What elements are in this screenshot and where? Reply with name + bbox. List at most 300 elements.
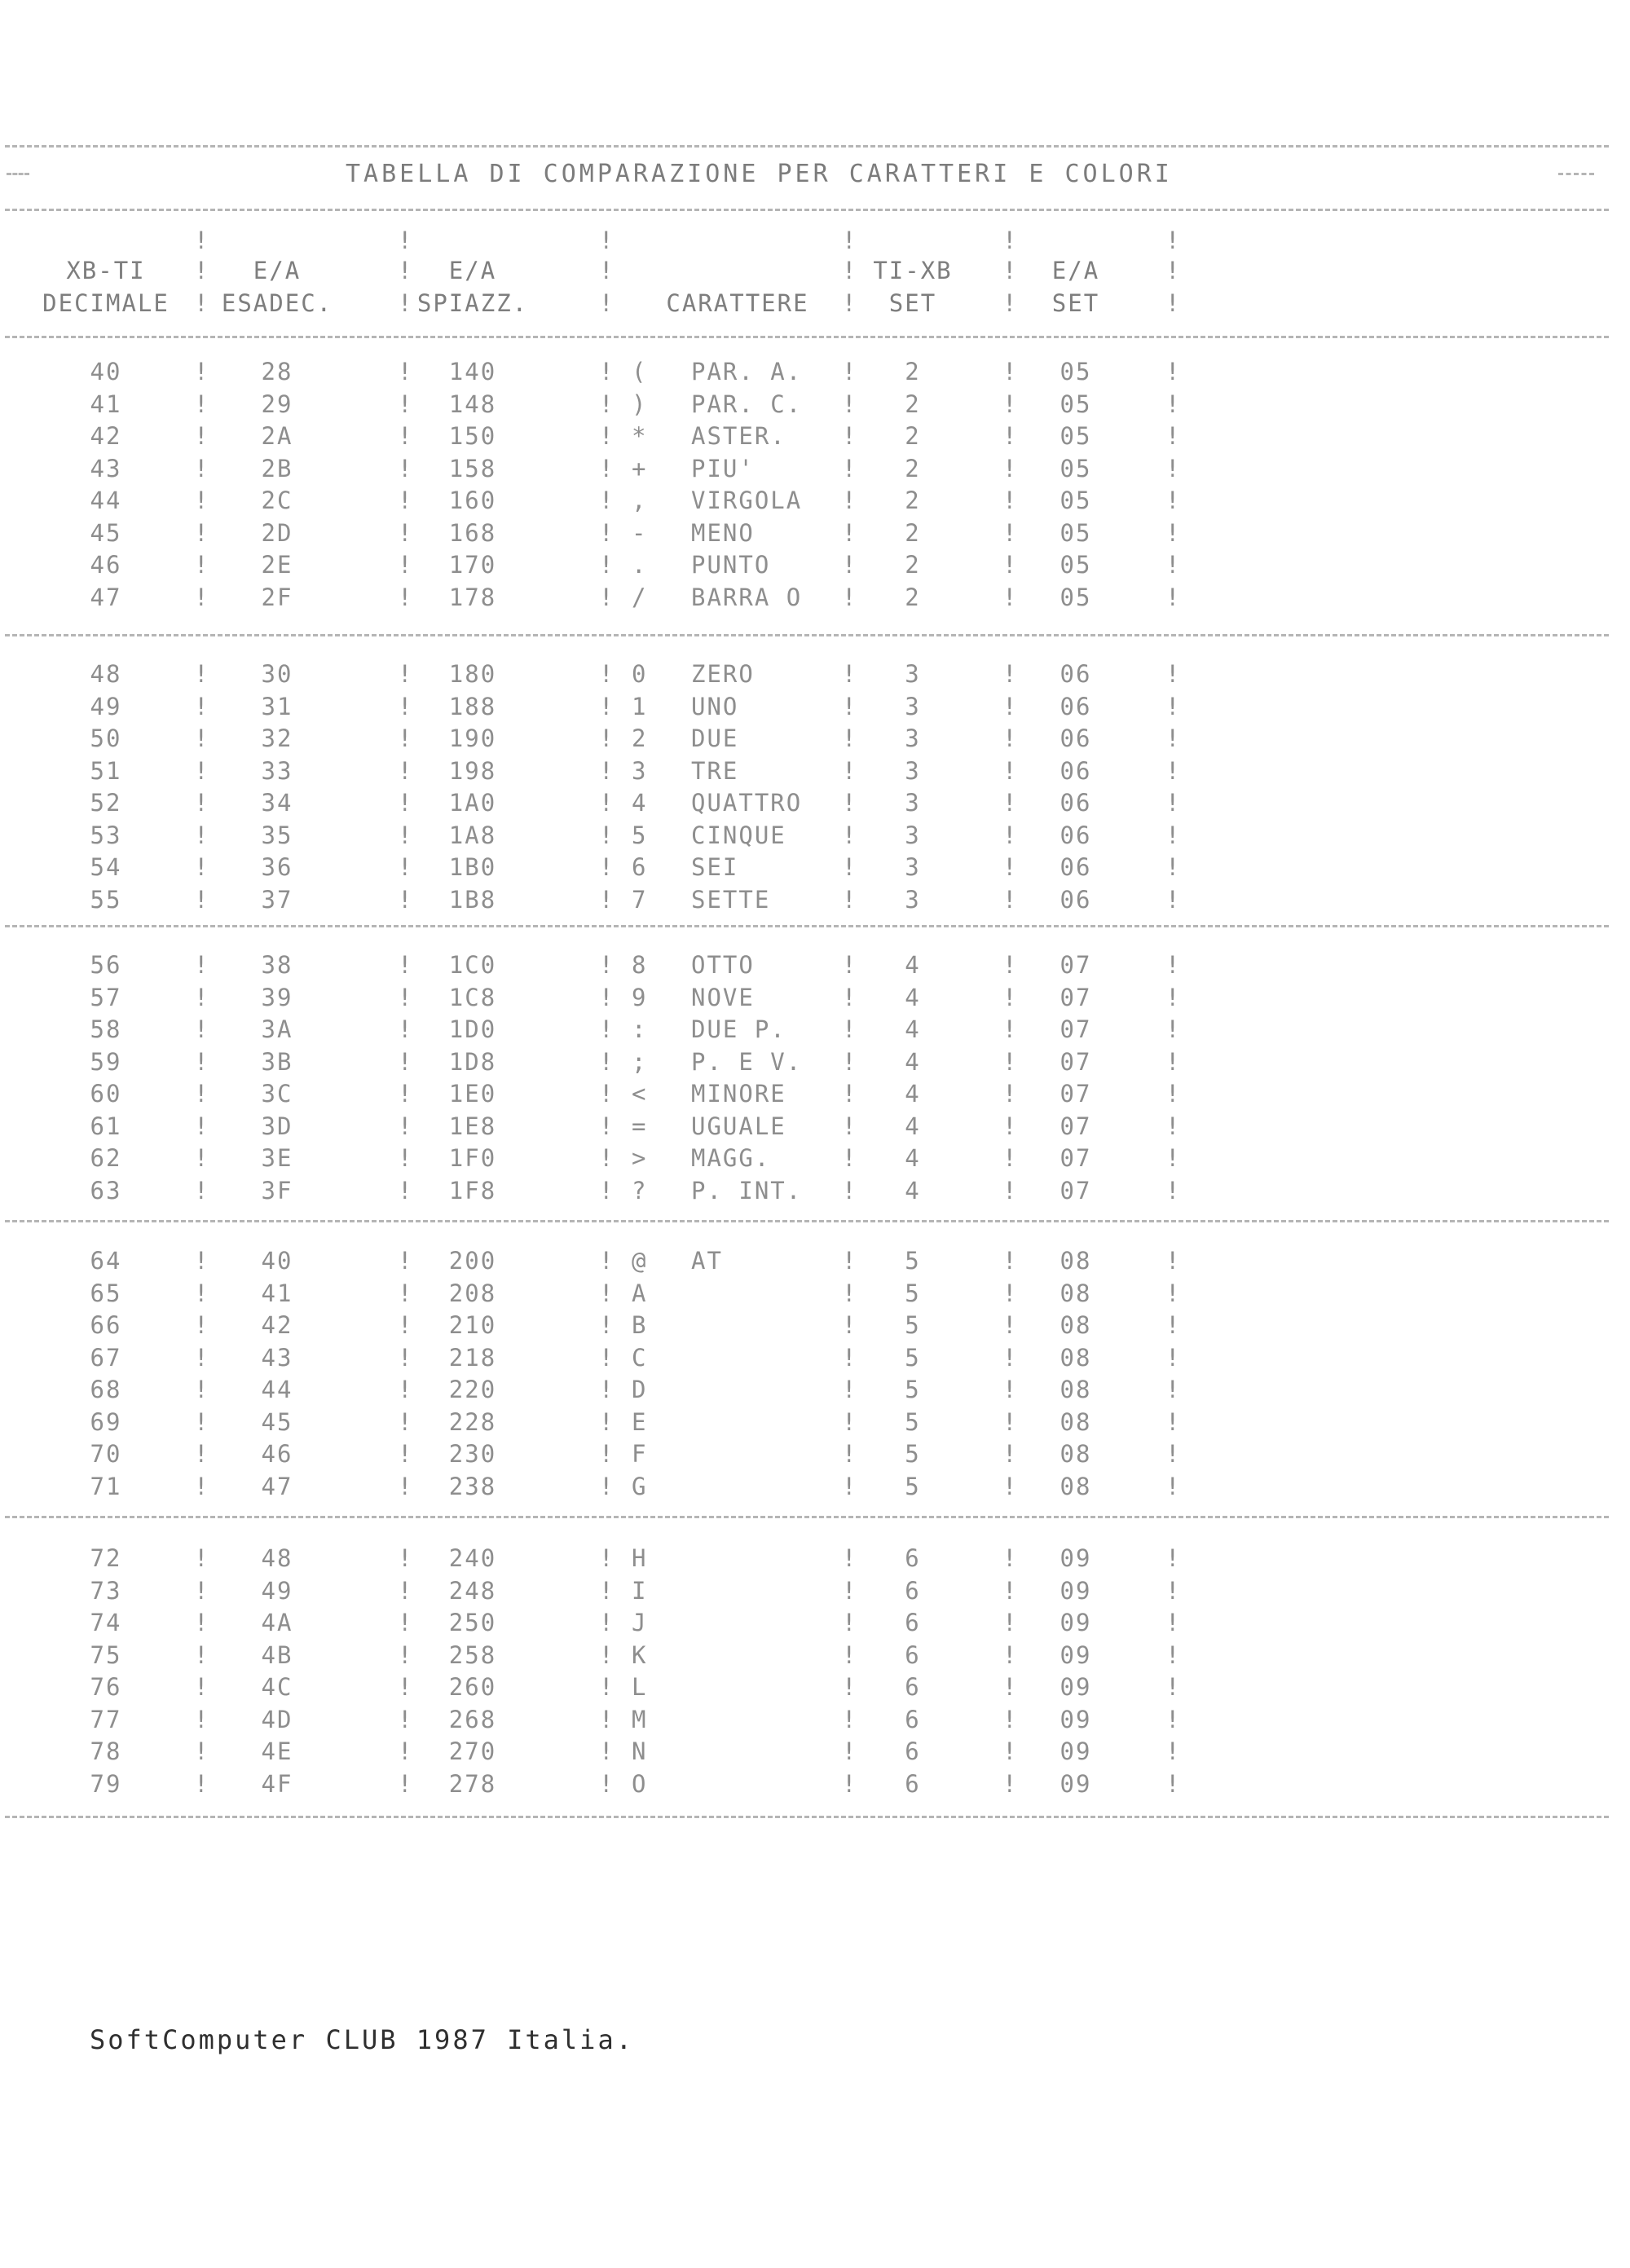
column-separator: ! [398,358,412,385]
column-separator: ! [842,455,857,482]
hex-cell: 2D [261,519,293,547]
ti-set-cell: 6 [905,1544,921,1572]
char-cell: I [632,1577,648,1605]
column-separator: ! [398,1279,412,1307]
char-cell: C [632,1344,648,1372]
ea-set-cell: 09 [1060,1641,1092,1669]
column-separator: ! [398,757,412,785]
offset-cell: 260 [448,1673,497,1701]
char-name-cell: PAR. A. [691,358,803,385]
offset-cell: 1D8 [448,1048,497,1076]
column-separator: ! [398,821,412,849]
ea-set-cell: 06 [1060,724,1092,752]
column-separator: ! [1165,1177,1180,1204]
column-separator: ! [194,693,209,720]
column-separator: ! [194,1112,209,1140]
column-separator: ! [1165,487,1180,514]
column-separator: ! [1002,1311,1017,1339]
offset-cell: 278 [448,1770,497,1798]
column-separator: ! [1002,693,1017,720]
column-separator: ! [398,1641,412,1669]
decimal-cell: 54 [90,853,122,881]
column-separator: ! [1165,1440,1180,1468]
hex-cell: 31 [261,693,293,720]
column-separator: ! [599,757,614,785]
ea-set-cell: 09 [1060,1544,1092,1572]
column-separator: ! [194,519,209,547]
hex-cell: 4D [261,1706,293,1733]
ti-set-cell: 2 [905,390,921,418]
hex-cell: 45 [261,1408,293,1436]
column-separator: ! [1002,1473,1017,1500]
offset-cell: 168 [448,519,497,547]
ea-set-cell: 05 [1060,551,1092,579]
column-separator: ! [842,551,857,579]
column-separator: ! [599,1408,614,1436]
ea-set-cell: 06 [1060,693,1092,720]
header-separator: ! [1002,227,1017,254]
hex-cell: 4E [261,1737,293,1765]
offset-cell: 200 [448,1247,497,1275]
char-cell: 6 [632,853,648,881]
column-separator: ! [842,1408,857,1436]
char-cell: = [632,1112,648,1140]
group-rule [5,1516,1609,1518]
decimal-cell: 61 [90,1112,122,1140]
offset-cell: 1B8 [448,886,497,914]
char-cell: J [632,1609,648,1636]
ti-set-cell: 4 [905,951,921,979]
ea-set-cell: 07 [1060,984,1092,1011]
ti-set-cell: 2 [905,551,921,579]
column-separator: ! [398,487,412,514]
decimal-cell: 73 [90,1577,122,1605]
column-separator: ! [599,853,614,881]
column-separator: ! [1165,1247,1180,1275]
ti-set-cell: 6 [905,1673,921,1701]
column-separator: ! [842,1112,857,1140]
column-separator: ! [599,1770,614,1798]
column-separator: ! [398,1609,412,1636]
hex-cell: 2F [261,584,293,611]
char-cell: ? [632,1177,648,1204]
char-name-cell: ZERO [691,660,755,688]
column-separator: ! [1002,1440,1017,1468]
char-cell: 7 [632,886,648,914]
ea-set-cell: 09 [1060,1577,1092,1605]
column-separator: ! [194,1737,209,1765]
column-separator: ! [194,1344,209,1372]
decimal-cell: 60 [90,1080,122,1108]
column-separator: ! [194,1015,209,1043]
header-separator: ! [194,289,209,317]
char-name-cell: MAGG. [691,1144,771,1172]
column-separator: ! [1002,660,1017,688]
column-separator: ! [194,853,209,881]
ea-set-cell: 05 [1060,358,1092,385]
decimal-cell: 75 [90,1641,122,1669]
ti-set-cell: 6 [905,1737,921,1765]
char-cell: : [632,1015,648,1043]
column-separator: ! [1002,1408,1017,1436]
column-separator: ! [398,1048,412,1076]
column-separator: ! [194,951,209,979]
char-cell: / [632,584,648,611]
decimal-cell: 50 [90,724,122,752]
ti-set-cell: 6 [905,1706,921,1733]
ti-set-cell: 4 [905,1080,921,1108]
column-separator: ! [398,660,412,688]
column-separator: ! [1002,1376,1017,1403]
char-cell: B [632,1311,648,1339]
char-cell: G [632,1473,648,1500]
column-separator: ! [194,358,209,385]
offset-cell: 250 [448,1609,497,1636]
column-separator: ! [1002,390,1017,418]
column-separator: ! [842,757,857,785]
char-cell: 9 [632,984,648,1011]
hex-cell: 29 [261,390,293,418]
ea-set-cell: 05 [1060,584,1092,611]
header-separator: ! [842,257,857,284]
header-separator: ! [1165,257,1180,284]
column-separator: ! [1165,551,1180,579]
column-separator: ! [842,1473,857,1500]
char-name-cell: TRE [691,757,739,785]
column-separator: ! [398,951,412,979]
column-separator: ! [1002,1112,1017,1140]
column-separator: ! [398,693,412,720]
char-cell: ; [632,1048,648,1076]
column-separator: ! [1165,821,1180,849]
char-name-cell: PAR. C. [691,390,803,418]
char-cell: M [632,1706,648,1733]
offset-cell: 1A8 [448,821,497,849]
ti-set-cell: 5 [905,1311,921,1339]
column-separator: ! [1165,1706,1180,1733]
hex-cell: 4B [261,1641,293,1669]
column-separator: ! [842,724,857,752]
offset-cell: 210 [448,1311,497,1339]
hex-cell: 30 [261,660,293,688]
column-separator: ! [1002,519,1017,547]
offset-cell: 258 [448,1641,497,1669]
ea-set-cell: 07 [1060,1048,1092,1076]
group-rule [5,925,1609,927]
hex-cell: 48 [261,1544,293,1572]
column-separator: ! [1002,1015,1017,1043]
char-cell: ( [632,358,648,385]
ti-set-cell: 2 [905,584,921,611]
char-name-cell: PUNTO [691,551,771,579]
column-separator: ! [194,1279,209,1307]
decimal-cell: 43 [90,455,122,482]
column-separator: ! [194,821,209,849]
ti-set-cell: 5 [905,1440,921,1468]
column-separator: ! [599,724,614,752]
char-cell: L [632,1673,648,1701]
column-separator: ! [1165,693,1180,720]
column-separator: ! [1165,358,1180,385]
char-cell: 3 [632,757,648,785]
title-rule [5,209,1609,211]
column-separator: ! [1165,422,1180,450]
char-cell: H [632,1544,648,1572]
column-separator: ! [1165,1641,1180,1669]
group-rule [5,1816,1609,1818]
char-name-cell: SETTE [691,886,771,914]
header-separator: ! [842,227,857,254]
column-header: XB-TI [66,257,146,284]
ti-set-cell: 3 [905,660,921,688]
decimal-cell: 63 [90,1177,122,1204]
ea-set-cell: 07 [1060,1177,1092,1204]
column-separator: ! [842,1641,857,1669]
ti-set-cell: 5 [905,1279,921,1307]
offset-cell: 1C8 [448,984,497,1011]
column-separator: ! [1165,1279,1180,1307]
column-separator: ! [1165,984,1180,1011]
offset-cell: 1B0 [448,853,497,881]
column-separator: ! [194,1311,209,1339]
column-separator: ! [398,519,412,547]
offset-cell: 1F0 [448,1144,497,1172]
char-cell: K [632,1641,648,1669]
ti-set-cell: 6 [905,1641,921,1669]
column-separator: ! [1165,789,1180,817]
header-separator: ! [1002,257,1017,284]
hex-cell: 2A [261,422,293,450]
column-separator: ! [1165,724,1180,752]
column-separator: ! [1165,757,1180,785]
decimal-cell: 77 [90,1706,122,1733]
column-separator: ! [842,789,857,817]
header-separator: ! [1165,227,1180,254]
column-separator: ! [842,1144,857,1172]
column-separator: ! [599,1440,614,1468]
ea-set-cell: 08 [1060,1376,1092,1403]
column-separator: ! [194,1247,209,1275]
decimal-cell: 68 [90,1376,122,1403]
ti-set-cell: 4 [905,1112,921,1140]
hex-cell: 3B [261,1048,293,1076]
char-name-cell: DUE [691,724,739,752]
column-separator: ! [599,422,614,450]
header-separator: ! [194,227,209,254]
char-name-cell: DUE P. [691,1015,786,1043]
offset-cell: 1E8 [448,1112,497,1140]
ea-set-cell: 08 [1060,1440,1092,1468]
hex-cell: 42 [261,1311,293,1339]
offset-cell: 180 [448,660,497,688]
column-separator: ! [1002,1080,1017,1108]
hex-cell: 2C [261,487,293,514]
offset-cell: 230 [448,1440,497,1468]
column-separator: ! [599,1344,614,1372]
column-separator: ! [842,390,857,418]
column-separator: ! [842,1344,857,1372]
column-separator: ! [1002,886,1017,914]
char-cell: . [632,551,648,579]
decimal-cell: 70 [90,1440,122,1468]
ea-set-cell: 05 [1060,390,1092,418]
offset-cell: 150 [448,422,497,450]
header-separator: ! [398,227,412,254]
column-separator: ! [1002,1706,1017,1733]
column-separator: ! [398,1544,412,1572]
column-separator: ! [194,1609,209,1636]
offset-cell: 1C0 [448,951,497,979]
column-separator: ! [194,660,209,688]
column-header: SET [1051,289,1100,317]
ti-set-cell: 3 [905,757,921,785]
ea-set-cell: 09 [1060,1673,1092,1701]
ea-set-cell: 07 [1060,1144,1092,1172]
ea-set-cell: 05 [1060,422,1092,450]
hex-cell: 43 [261,1344,293,1372]
decimal-cell: 66 [90,1311,122,1339]
decimal-cell: 52 [90,789,122,817]
offset-cell: 268 [448,1706,497,1733]
offset-cell: 238 [448,1473,497,1500]
char-name-cell: MINORE [691,1080,786,1108]
offset-cell: 1D0 [448,1015,497,1043]
column-separator: ! [1002,1641,1017,1669]
hex-cell: 4C [261,1673,293,1701]
hex-cell: 40 [261,1247,293,1275]
column-separator: ! [398,1440,412,1468]
column-separator: ! [398,1376,412,1403]
offset-cell: 188 [448,693,497,720]
column-separator: ! [842,1080,857,1108]
column-separator: ! [599,951,614,979]
ea-set-cell: 06 [1060,660,1092,688]
column-separator: ! [1002,821,1017,849]
column-separator: ! [194,1770,209,1798]
ea-set-cell: 09 [1060,1737,1092,1765]
column-separator: ! [842,1376,857,1403]
column-separator: ! [1165,1770,1180,1798]
column-separator: ! [842,422,857,450]
column-separator: ! [1002,984,1017,1011]
ea-set-cell: 09 [1060,1609,1092,1636]
column-separator: ! [842,693,857,720]
column-separator: ! [599,390,614,418]
column-separator: ! [398,886,412,914]
top-rule [5,145,1609,148]
column-separator: ! [842,1311,857,1339]
column-separator: ! [842,853,857,881]
column-separator: ! [194,886,209,914]
column-separator: ! [1165,1577,1180,1605]
char-cell: A [632,1279,648,1307]
column-separator: ! [599,1048,614,1076]
decimal-cell: 55 [90,886,122,914]
hex-cell: 39 [261,984,293,1011]
header-separator: ! [599,227,614,254]
column-separator: ! [842,1544,857,1572]
column-separator: ! [194,1080,209,1108]
column-separator: ! [842,1440,857,1468]
hex-cell: 33 [261,757,293,785]
title-left-dashes [7,173,29,175]
char-cell: , [632,487,648,514]
char-name-cell: PIU' [691,455,755,482]
ti-set-cell: 2 [905,358,921,385]
column-separator: ! [1165,1112,1180,1140]
char-cell: 1 [632,693,648,720]
column-separator: ! [398,1473,412,1500]
offset-cell: 1F8 [448,1177,497,1204]
column-separator: ! [1165,660,1180,688]
header-separator: ! [398,289,412,317]
column-separator: ! [194,390,209,418]
column-separator: ! [1002,1609,1017,1636]
column-separator: ! [599,487,614,514]
column-separator: ! [194,1408,209,1436]
hex-cell: 36 [261,853,293,881]
decimal-cell: 69 [90,1408,122,1436]
column-separator: ! [842,660,857,688]
ea-set-cell: 07 [1060,951,1092,979]
hex-cell: 2B [261,455,293,482]
column-separator: ! [1165,1673,1180,1701]
column-separator: ! [842,886,857,914]
decimal-cell: 76 [90,1673,122,1701]
column-separator: ! [398,1344,412,1372]
column-separator: ! [599,821,614,849]
hex-cell: 47 [261,1473,293,1500]
column-separator: ! [398,1247,412,1275]
char-cell: ) [632,390,648,418]
header-rule [5,336,1609,338]
ea-set-cell: 06 [1060,853,1092,881]
column-separator: ! [1165,519,1180,547]
ea-set-cell: 08 [1060,1247,1092,1275]
decimal-cell: 53 [90,821,122,849]
column-separator: ! [842,1609,857,1636]
column-separator: ! [842,1247,857,1275]
ti-set-cell: 4 [905,1144,921,1172]
column-separator: ! [1002,1544,1017,1572]
column-separator: ! [599,455,614,482]
group-rule [5,1220,1609,1222]
offset-cell: 148 [448,390,497,418]
decimal-cell: 41 [90,390,122,418]
hex-cell: 4F [261,1770,293,1798]
column-separator: ! [194,1673,209,1701]
header-separator: ! [398,257,412,284]
column-separator: ! [1002,551,1017,579]
column-separator: ! [1165,1473,1180,1500]
hex-cell: 34 [261,789,293,817]
column-separator: ! [599,1473,614,1500]
offset-cell: 1A0 [448,789,497,817]
decimal-cell: 40 [90,358,122,385]
column-separator: ! [842,1706,857,1733]
column-separator: ! [1165,1080,1180,1108]
column-header: E/A [1051,257,1100,284]
header-separator: ! [599,289,614,317]
ea-set-cell: 06 [1060,886,1092,914]
header-separator: ! [1002,289,1017,317]
char-name-cell: QUATTRO [691,789,803,817]
hex-cell: 3E [261,1144,293,1172]
offset-cell: 228 [448,1408,497,1436]
column-separator: ! [1165,1311,1180,1339]
column-separator: ! [599,1112,614,1140]
char-cell: N [632,1737,648,1765]
